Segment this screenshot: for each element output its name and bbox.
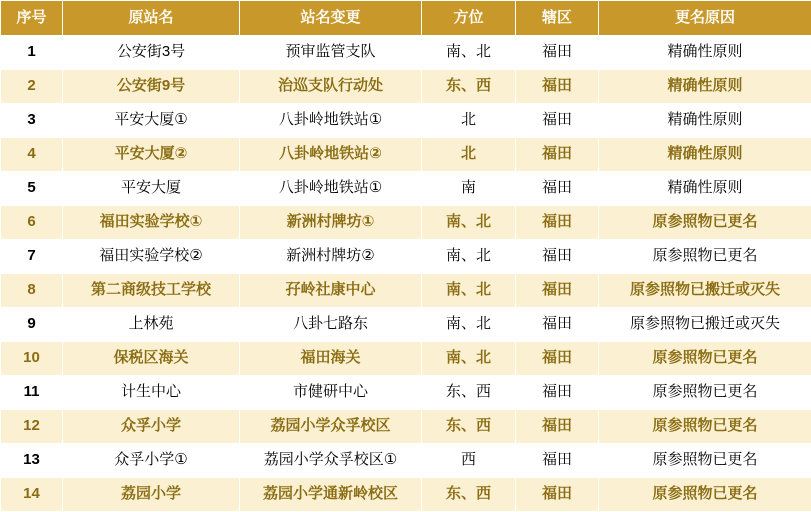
- cell-original-name: 保税区海关: [63, 342, 240, 376]
- cell-direction: 北: [422, 104, 516, 138]
- cell-new-name: 荔园小学通新岭校区: [240, 478, 422, 512]
- table-row: [1, 70, 811, 104]
- table-row: [1, 444, 811, 478]
- cell-new-name: 八卦岭地铁站①: [240, 172, 422, 206]
- table-header-row: [1, 1, 811, 36]
- cell-reason: 精确性原则: [599, 36, 811, 70]
- cell-district: 福田: [516, 376, 599, 410]
- cell-new-name: 八卦岭地铁站①: [240, 104, 422, 138]
- cell-index: 13: [1, 444, 63, 478]
- cell-new-name: 新洲村牌坊①: [240, 206, 422, 240]
- cell-district: 福田: [516, 70, 599, 104]
- cell-direction: 南、北: [422, 308, 516, 342]
- cell-original-name: 福田实验学校②: [63, 240, 240, 274]
- cell-reason: 精确性原则: [599, 104, 811, 138]
- cell-direction: 南、北: [422, 342, 516, 376]
- cell-reason: 精确性原则: [599, 138, 811, 172]
- cell-direction: 东、西: [422, 478, 516, 512]
- table-row: [1, 172, 811, 206]
- cell-index: 2: [1, 70, 63, 104]
- cell-direction: 南、北: [422, 240, 516, 274]
- cell-direction: 北: [422, 138, 516, 172]
- cell-index: 6: [1, 206, 63, 240]
- cell-district: 福田: [516, 240, 599, 274]
- table-row: [1, 478, 811, 512]
- cell-new-name: 市健研中心: [240, 376, 422, 410]
- cell-new-name: 八卦岭地铁站②: [240, 138, 422, 172]
- cell-index: 3: [1, 104, 63, 138]
- table-row: [1, 240, 811, 274]
- cell-index: 9: [1, 308, 63, 342]
- cell-original-name: 平安大厦②: [63, 138, 240, 172]
- table-row: [1, 274, 811, 308]
- table-row: [1, 308, 811, 342]
- cell-reason: 精确性原则: [599, 172, 811, 206]
- column-header-district: 辖区: [516, 1, 599, 36]
- cell-new-name: 新洲村牌坊②: [240, 240, 422, 274]
- table-body: [1, 36, 811, 512]
- table-row: [1, 104, 811, 138]
- table-row: [1, 342, 811, 376]
- cell-original-name: 平安大厦: [63, 172, 240, 206]
- table-row: [1, 376, 811, 410]
- cell-reason: 原参照物已更名: [599, 444, 811, 478]
- cell-direction: 东、西: [422, 376, 516, 410]
- cell-new-name: 八卦七路东: [240, 308, 422, 342]
- cell-direction: 东、西: [422, 70, 516, 104]
- cell-district: 福田: [516, 410, 599, 444]
- cell-new-name: 预审监管支队: [240, 36, 422, 70]
- cell-district: 福田: [516, 104, 599, 138]
- table-header: [1, 1, 811, 36]
- table-row: [1, 138, 811, 172]
- cell-original-name: 计生中心: [63, 376, 240, 410]
- column-header-original-name: 原站名: [63, 1, 240, 36]
- cell-district: 福田: [516, 172, 599, 206]
- cell-index: 5: [1, 172, 63, 206]
- table-row: [1, 206, 811, 240]
- cell-direction: 南、北: [422, 36, 516, 70]
- cell-reason: 原参照物已更名: [599, 206, 811, 240]
- column-header-direction: 方位: [422, 1, 516, 36]
- cell-new-name: 荔园小学众孚校区: [240, 410, 422, 444]
- cell-original-name: 上林苑: [63, 308, 240, 342]
- cell-original-name: 众孚小学: [63, 410, 240, 444]
- cell-reason: 原参照物已搬迁或灭失: [599, 274, 811, 308]
- cell-district: 福田: [516, 206, 599, 240]
- cell-reason: 原参照物已更名: [599, 478, 811, 512]
- cell-index: 1: [1, 36, 63, 70]
- cell-reason: 原参照物已搬迁或灭失: [599, 308, 811, 342]
- cell-new-name: 孖岭社康中心: [240, 274, 422, 308]
- cell-reason: 原参照物已更名: [599, 376, 811, 410]
- cell-direction: 南: [422, 172, 516, 206]
- cell-original-name: 福田实验学校①: [63, 206, 240, 240]
- cell-original-name: 公安街9号: [63, 70, 240, 104]
- table-row: [1, 410, 811, 444]
- cell-direction: 西: [422, 444, 516, 478]
- cell-index: 14: [1, 478, 63, 512]
- column-header-reason: 更名原因: [599, 1, 811, 36]
- cell-district: 福田: [516, 138, 599, 172]
- cell-district: 福田: [516, 444, 599, 478]
- cell-reason: 原参照物已更名: [599, 410, 811, 444]
- cell-district: 福田: [516, 36, 599, 70]
- cell-original-name: 平安大厦①: [63, 104, 240, 138]
- table-row: [1, 36, 811, 70]
- column-header-new-name: 站名变更: [240, 1, 422, 36]
- cell-district: 福田: [516, 308, 599, 342]
- cell-reason: 精确性原则: [599, 70, 811, 104]
- cell-district: 福田: [516, 274, 599, 308]
- cell-index: 11: [1, 376, 63, 410]
- cell-original-name: 公安街3号: [63, 36, 240, 70]
- cell-index: 4: [1, 138, 63, 172]
- cell-original-name: 第二商级技工学校: [63, 274, 240, 308]
- cell-district: 福田: [516, 478, 599, 512]
- cell-direction: 东、西: [422, 410, 516, 444]
- cell-new-name: 治巡支队行动处: [240, 70, 422, 104]
- cell-index: 12: [1, 410, 63, 444]
- cell-index: 10: [1, 342, 63, 376]
- cell-original-name: 荔园小学: [63, 478, 240, 512]
- cell-index: 8: [1, 274, 63, 308]
- cell-new-name: 荔园小学众孚校区①: [240, 444, 422, 478]
- cell-reason: 原参照物已更名: [599, 342, 811, 376]
- cell-direction: 南、北: [422, 206, 516, 240]
- cell-district: 福田: [516, 342, 599, 376]
- cell-new-name: 福田海关: [240, 342, 422, 376]
- cell-reason: 原参照物已更名: [599, 240, 811, 274]
- column-header-index: 序号: [1, 1, 63, 36]
- cell-direction: 南、北: [422, 274, 516, 308]
- cell-original-name: 众孚小学①: [63, 444, 240, 478]
- cell-index: 7: [1, 240, 63, 274]
